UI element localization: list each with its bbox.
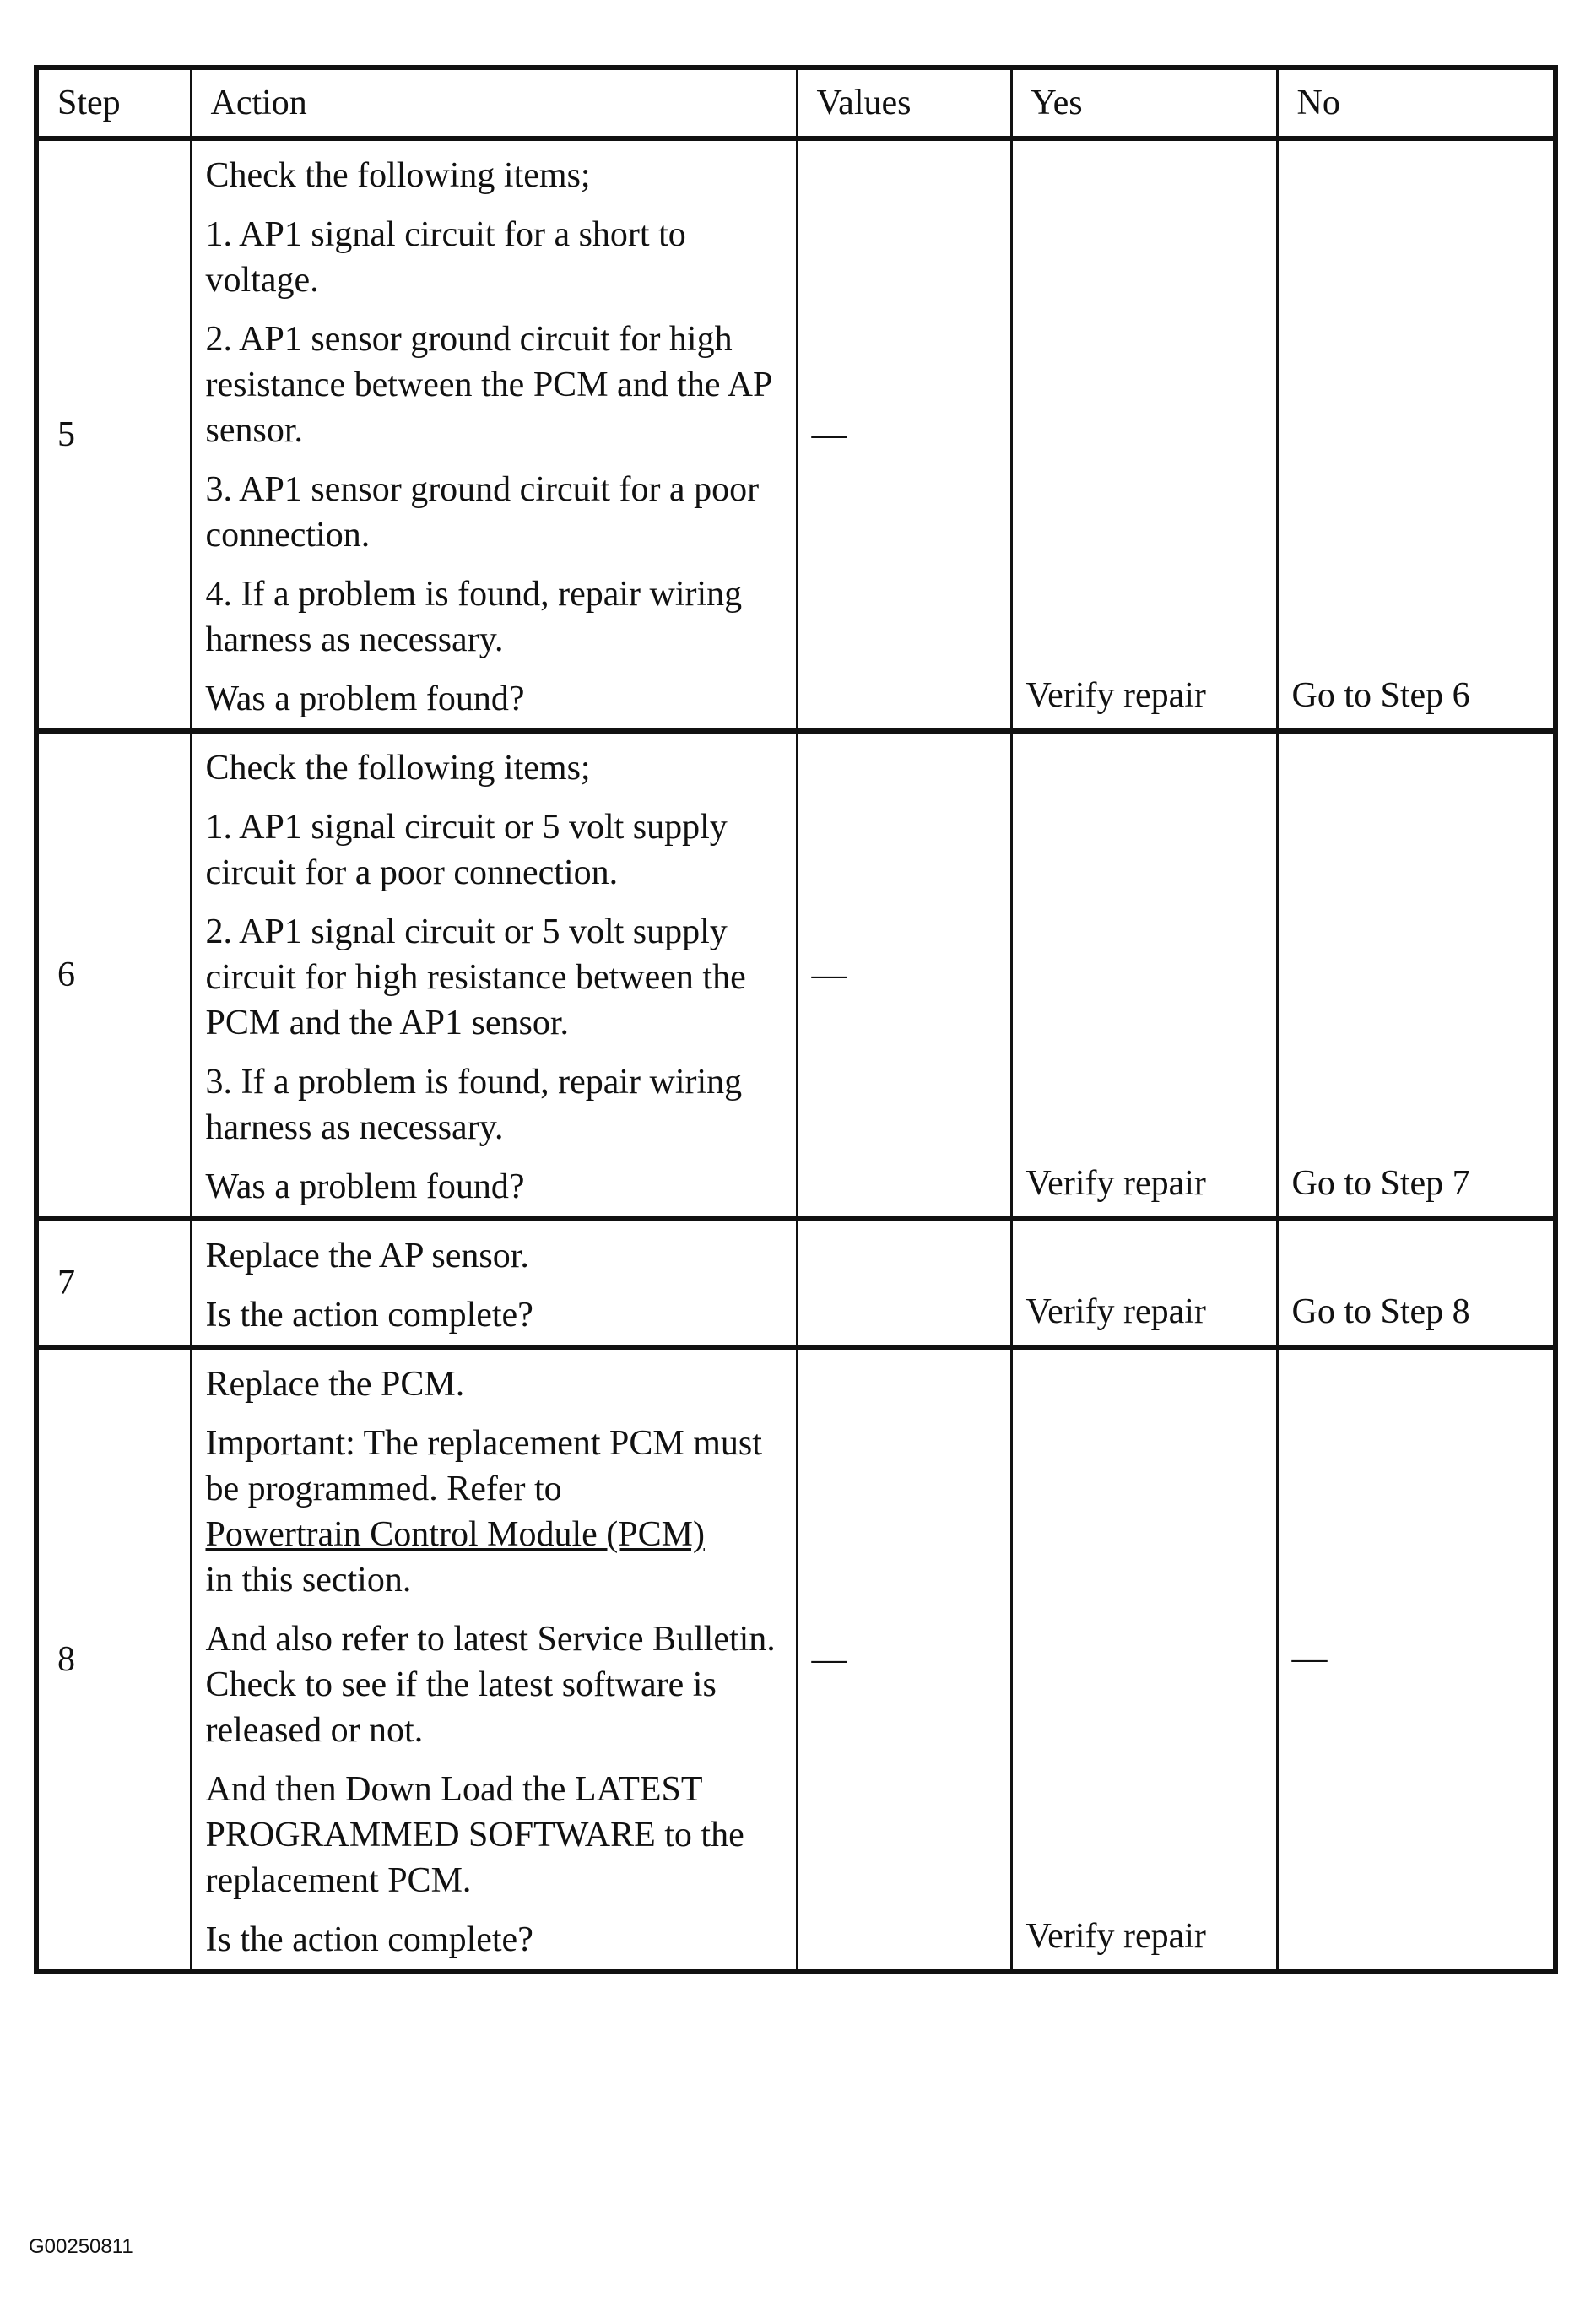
action-text: 1. AP1 signal circuit or 5 volt supply circuit for a poor connection. [205,808,728,892]
no-dash: — [1291,1639,1328,1678]
table-body [36,138,1555,1972]
step-number: 8 [36,1347,191,1972]
action-cell [191,1219,797,1347]
values-cell [797,1219,1011,1347]
no-cell: Go to Step 8 [1277,1219,1555,1347]
header-action: Action [191,68,797,138]
no-cell: Go to Step 6 [1277,138,1555,731]
no-cell: Go to Step 7 [1277,731,1555,1219]
yes-cell: Verify repair [1011,731,1277,1219]
header-values: Values [797,68,1011,138]
step-number: 6 [36,731,191,1219]
important-text: Important: The replacement PCM must be programmed. Refer to [205,1424,762,1508]
action-question: Was a problem found? [205,1167,525,1206]
action-cell [191,1347,797,1972]
yes-cell: Verify repair [1011,138,1277,731]
action-text: Replace the AP sensor. [205,1237,529,1275]
action-text: 4. If a problem is found, repair wiring harness as necessary. [205,575,743,659]
yes-cell: Verify repair [1011,1347,1277,1972]
table-row-step-8 [36,1347,1555,1972]
table-row-step-6 [36,731,1555,1219]
diagnostic-table [34,65,1558,1974]
action-question: Is the action complete? [205,1296,533,1335]
action-text: 3. AP1 sensor ground circuit for a poor connection. [205,470,760,555]
values-dash: — [811,956,847,994]
values-dash: — [811,415,847,454]
step-number: 7 [36,1219,191,1347]
header-row [36,68,1555,138]
action-cell [191,731,797,1219]
action-text: 2. AP1 signal circuit or 5 volt supply circuit for high resistance between the PCM and the AP1 sensor. [205,912,746,1042]
table-header [36,68,1555,138]
values-cell [797,1347,1011,1972]
values-dash: — [811,1640,847,1679]
yes-cell: Verify repair [1011,1219,1277,1347]
important-note [206,1421,782,1603]
action-text: 2. AP1 sensor ground circuit for high resistance between the PCM and the AP sensor. [205,320,771,450]
no-cell [1277,1347,1555,1972]
pcm-reference-link[interactable]: Powertrain Control Module (PCM) [205,1515,705,1554]
action-text: Replace the PCM. [205,1365,465,1404]
action-text: Check the following items; [205,749,591,788]
values-cell [797,138,1011,731]
action-text: And also refer to latest Service Bulletin. Check to see if the latest software is released or not. [205,1620,776,1750]
action-cell [191,138,797,731]
values-cell [797,731,1011,1219]
action-text: And then Down Load the LATEST PROGRAMMED SOFTWARE to the replacement PCM. [205,1770,744,1900]
action-text: 3. If a problem is found, repair wiring harness as necessary. [205,1063,743,1147]
action-text: 1. AP1 signal circuit for a short to voltage. [205,215,686,300]
figure-id: G00250811 [29,2235,133,2258]
step-number: 5 [36,138,191,731]
action-text: Check the following items; [205,156,591,195]
action-question: Is the action complete? [205,1920,533,1959]
table-row-step-5 [36,138,1555,731]
header-step: Step [36,68,191,138]
important-text-tail: in this section. [205,1561,412,1600]
action-question: Was a problem found? [205,679,525,718]
header-no: No [1277,68,1555,138]
table-row-step-7 [36,1219,1555,1347]
header-yes: Yes [1011,68,1277,138]
